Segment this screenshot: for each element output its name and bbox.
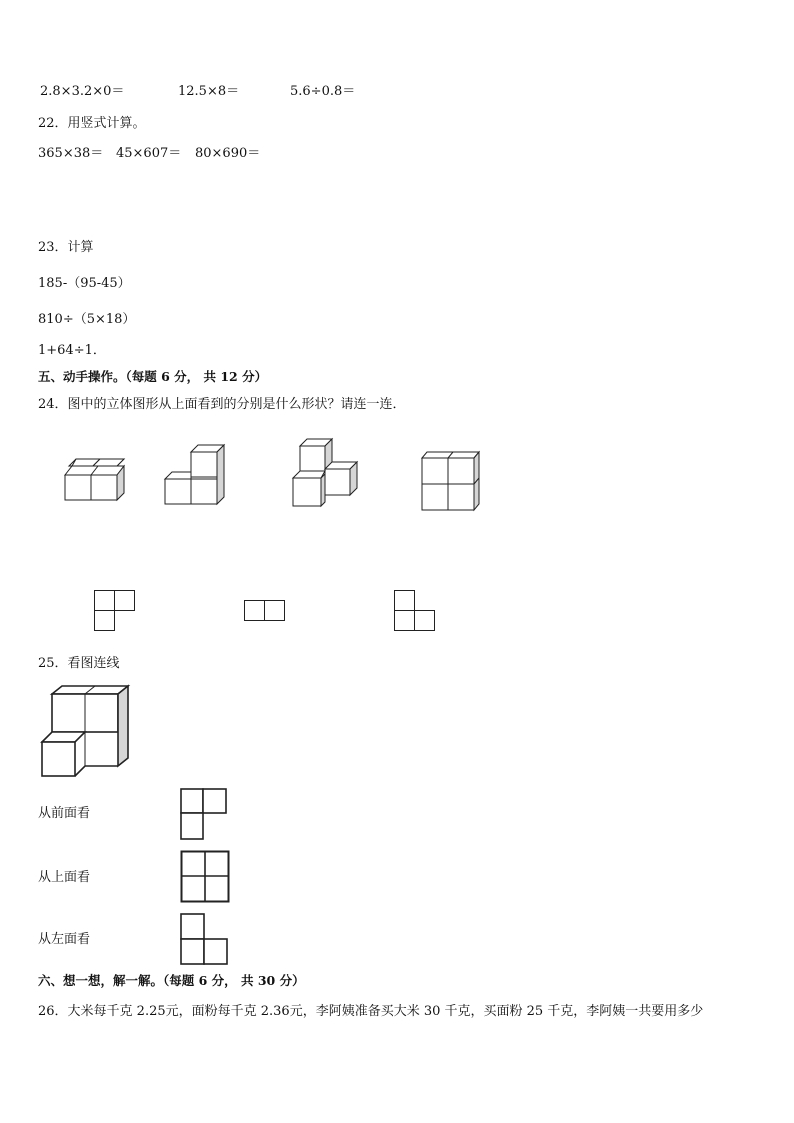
q25-view-top: [180, 850, 232, 904]
q22-expr-1: 365×38＝: [38, 146, 104, 161]
q25-view-left: [180, 913, 230, 967]
q25-title: 25．看图连线: [38, 656, 120, 671]
q26-text: 26．大米每千克 2.25元，面粉每千克 2.36元，李阿姨准备买大米 30 千克，买面粉 25 千克，李阿姨一共要用多少: [38, 1004, 704, 1019]
q24-solid-2: [160, 442, 230, 507]
q24-view-2: [244, 600, 286, 622]
q23-title: 23．计算: [38, 240, 94, 255]
q24-solid-3: [288, 436, 368, 511]
q23-expr-1: 185-（95-45）: [38, 276, 131, 291]
q22-expr-2: 45×607＝: [116, 146, 182, 161]
q24-view-3: [394, 590, 436, 632]
section-6-heading: 六、想一想，解一解。（每题 6 分， 共 30 分）: [38, 973, 305, 988]
q21-expr-1: 2.8×3.2×0＝: [40, 84, 125, 99]
q24-solid-4: [418, 448, 488, 513]
q24-view-1: [94, 590, 136, 632]
q21-expr-3: 5.6÷0.8＝: [290, 84, 356, 99]
q21-expr-2: 12.5×8＝: [178, 84, 240, 99]
q25-left-label: 从左面看: [38, 932, 91, 947]
q24-title: 24．图中的立体图形从上面看到的分别是什么形状？请连一连．: [38, 397, 406, 412]
q22-title: 22．用竖式计算。: [38, 116, 146, 131]
q25-solid: [40, 684, 132, 780]
q25-front-label: 从前面看: [38, 806, 91, 821]
q25-view-front: [180, 788, 230, 842]
q23-expr-3: 1+64÷1．: [38, 343, 106, 358]
q23-expr-2: 810÷（5×18）: [38, 312, 136, 327]
q22-expr-3: 80×690＝: [195, 146, 261, 161]
q24-solid-1: [60, 455, 130, 505]
section-5-heading: 五、动手操作。（每题 6 分， 共 12 分）: [38, 369, 268, 384]
q25-top-label: 从上面看: [38, 870, 91, 885]
